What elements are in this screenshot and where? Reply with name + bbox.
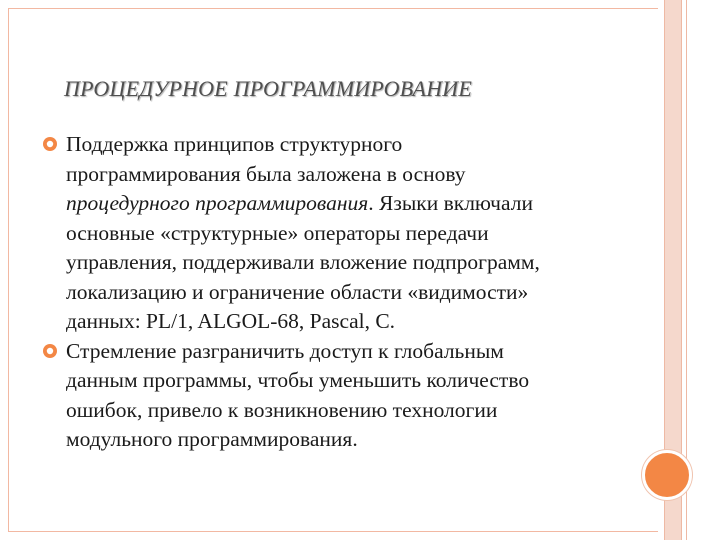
bullet-line: управления, поддерживали вложение подпрограмм, (66, 250, 540, 274)
bullet-line: локализацию и ограничение области «видимости» (66, 279, 529, 304)
bullet-item (42, 337, 652, 455)
frame-bottom-line (8, 531, 658, 532)
bullet-line: основные «структурные» операторы передачи (66, 220, 489, 245)
bullet-line: Поддержка принципов структурного (66, 132, 403, 156)
bullet-line-rest: . Языки включали (368, 191, 533, 215)
frame-left-line (8, 8, 9, 532)
bullet-line: программирования была заложена в основу (66, 161, 466, 186)
sun-bullet-icon (42, 343, 58, 359)
bullet-line: ошибок, привело к возникновению технологии (66, 397, 498, 422)
bullet-line: данным программы, чтобы уменьшить количество (66, 368, 530, 392)
bullet-line: Стремление разграничить доступ к глобальным (66, 338, 504, 363)
frame-top-line (8, 8, 658, 9)
bullet-item (42, 130, 652, 337)
decorative-circle (642, 450, 692, 500)
bullet-line (66, 189, 652, 219)
slide-content (42, 130, 652, 455)
bullet-line: модульного программирования. (66, 427, 358, 451)
bullet-line: данных: PL/1, ALGOL-68, Pascal, С. (66, 309, 396, 333)
sun-bullet-icon (42, 136, 58, 152)
emphasis-text: процедурного программирования (66, 191, 369, 215)
slide-title: ПРОЦЕДУРНОЕ ПРОГРАММИРОВАНИЕ (64, 76, 473, 101)
